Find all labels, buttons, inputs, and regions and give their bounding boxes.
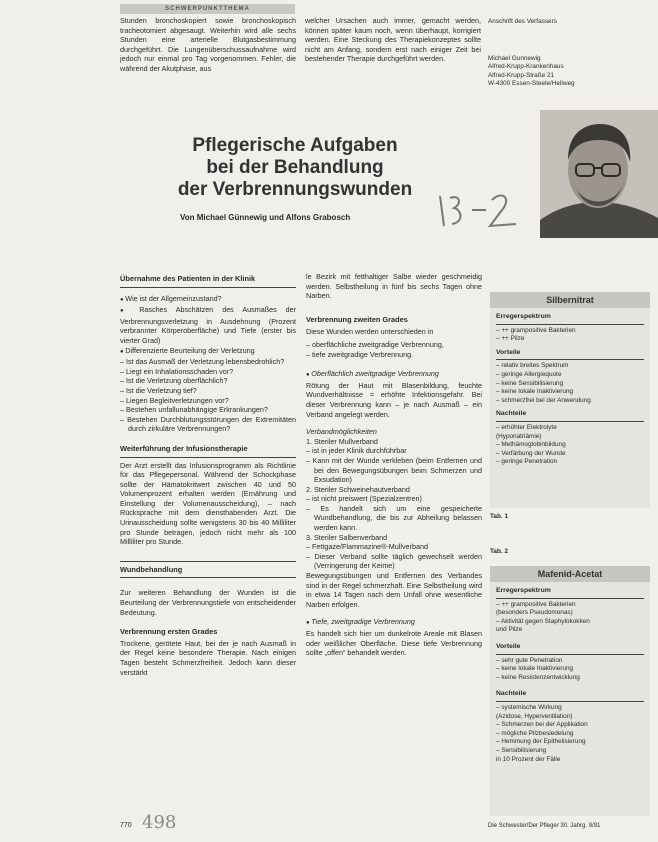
subsection-title: Oberflächlich zweitgradige Verbrennung [311, 369, 439, 379]
table-caption: Tab. 1 [490, 513, 508, 520]
journal-reference: Die Schwester/Der Pfleger 30. Jahrg. 9/91 [488, 823, 601, 829]
table-line: – keine lokale Inaktivierung [496, 665, 574, 673]
section-heading: Übernahme des Patienten in der Klinik [120, 274, 256, 283]
heading-rule [120, 457, 296, 458]
table-line: – keine Resistenzentwicklung [496, 673, 580, 681]
title-line: der Verbrennungswunden [177, 179, 413, 200]
table-section-heading: Vorteile [496, 348, 521, 356]
list-item: – oberflächliche zweitgradige Verbrennung, [306, 339, 444, 349]
table-rule [496, 654, 644, 655]
table-line: – Sensibilisierung [496, 746, 547, 754]
list-item: 2. Steriler Schweinehautverband [306, 484, 410, 494]
table-section-heading: Erregerspektrum [496, 587, 551, 594]
checklist-item: ● Differenzierte Beurteilung der Verletzung [120, 346, 296, 358]
table-section-heading: Nachteile [496, 690, 527, 698]
table-line: – erhöhter Elektrolyte [496, 423, 557, 431]
list-item: – Kann mit der Wunde verkleben (beim Entfernen und bei den Bewegungsübungen beim Schmerzen und Exsudation) [306, 455, 482, 485]
checklist-subitem: – Liegt ein Inhalationsschaden vor? [120, 366, 234, 376]
table-line: – geringe Penetration [496, 458, 558, 466]
table-line: und Pilze [496, 626, 523, 634]
table-caption: Tab. 2 [490, 548, 508, 555]
section-heading: Verbrennung ersten Grades [120, 627, 218, 637]
article-title [150, 135, 440, 201]
address-line: Michael Gunnewig [488, 54, 541, 62]
table-rule [496, 324, 644, 325]
checklist-subitem: – Bestehen unfallunabhängige Erkrankungen? [120, 405, 268, 415]
table-line: – mögliche Pilzbesiedelung [496, 729, 574, 737]
table-section-heading: Nachteile [496, 410, 527, 418]
handwritten-annotation [432, 188, 532, 232]
checklist-subitem: – Ist die Verletzung tief? [120, 385, 197, 395]
top-column-middle: welcher Ursachen auch immer, gemacht werden, können später kaum noch, wenn überhaupt, korrigiert werden. Eine Steckung des Therapiekonzeptes sollte nicht am Anfang, sondern erst nach einiger Zeit bei bestehender Therapie durchgeführt werden. [305, 16, 481, 64]
portrait-image [540, 110, 658, 238]
address-line: W-4300 Essen-Steele/Hellweg [488, 80, 575, 88]
table-line: – relativ breites Spektrum [496, 362, 569, 370]
handwritten-page-stamp: 498 [142, 812, 177, 833]
table-line: in 10 Prozent der Fälle [496, 755, 561, 763]
list-item: – ist nicht preiswert (Spezialzentren) [306, 494, 422, 504]
table-line: – systemische Wirkung [496, 703, 562, 711]
title-line: bei der Behandlung [206, 157, 384, 178]
table-line: – ++ grampositive Bakterien [496, 326, 576, 334]
article-column-middle [306, 272, 482, 658]
checklist-subitem: – Liegen Begleitverletzungen vor? [120, 395, 229, 405]
table-line: (Azidose, Hyperventilation) [496, 712, 573, 720]
table-line: – Schmerzen bei der Applikation [496, 721, 588, 729]
title-line: Pflegerische Aufgaben [192, 135, 398, 156]
table-line: – schmerzfrei bei der Anwendung [496, 396, 591, 404]
paragraph: Es handelt sich hier um dunkelrote Areale mit Blasen oder weißlicher Oberfläche. Diese tiefe Verbrennung sollte „offen“ behandelt werden. [306, 629, 482, 658]
table-line: – ++ Pilze [496, 335, 525, 343]
subsection-heading [306, 617, 482, 629]
handwriting-text: 15-2 [432, 188, 435, 189]
list-item: – Fettgaze/Flammazine®-Mullverband [306, 542, 428, 552]
table-line: – sehr gute Penetration [496, 656, 563, 664]
table-rule [496, 701, 644, 702]
checklist-item: ● Wie ist der Allgemeinzustand? [120, 294, 296, 306]
section-header-bar: SCHWERPUNKTTHEMA [120, 4, 295, 14]
checklist-subitem: – Bestehen Durchblutungsstörungen der Extremitäten durch zirkuläre Verbrennungen? [120, 414, 296, 434]
paragraph: Diese Wunden werden unterschieden in [306, 327, 434, 337]
list-item: 1. Steriler Mullverband [306, 436, 378, 446]
paragraph: Der Arzt erstellt das Infusionsprogramm als Richtlinie für das Pflegepersonal. Während der Schockphase sollte der Hämatokritwert zwischen 40 und 50 Volumenprozent erhalten werden (Ernährung und Einstellung der Volumenausscheidung), – nach Rücksprache mit dem diensthabenden Arzt. Die Urinausscheidung sollte wenigstens 30 bis 40 Milliliter pro Stunde betragen, jedoch nicht mehr als 100 Milliliter pro Stunde. [120, 460, 296, 547]
table-rule [496, 421, 644, 422]
table-body [490, 308, 650, 470]
table-line: (Hyponatriämie) [496, 432, 542, 440]
table-line: – Verfärbung der Wunde [496, 449, 566, 457]
paragraph: Zur weiteren Behandlung der Wunden ist die Beurteilung der Verbrennungstiefe von entscheidender Bedeutung. [120, 588, 296, 617]
table-silbernitrat [490, 292, 650, 508]
address-line: Alfred-Krupp-Krankenhaus [488, 63, 564, 71]
subsection-title: Tiefe, zweitgradige Verbrennung [311, 617, 415, 627]
table-mafenid-acetat [490, 566, 650, 816]
paragraph: le Bezirk mit fetthaltiger Salbe wieder geschmeidig werden. Selbstheilung in fünf bis sechs Tagen ohne Narben. [306, 272, 482, 301]
page-number: 770 [120, 822, 132, 829]
table-title: Silbernitrat [490, 292, 650, 308]
heading-rule [120, 287, 296, 288]
address-heading: Anschrift des Verfassers [488, 18, 557, 25]
section-heading: Weiterführung der Infusionstherapie [120, 443, 248, 453]
table-line: – Hemmung der Epithelisierung [496, 738, 586, 746]
article-column-left [120, 272, 296, 677]
table-line: – Methämoglobinbildung [496, 441, 566, 449]
subsection-heading [306, 369, 482, 381]
table-line: – Aktivität gegen Staphylokokken [496, 617, 590, 625]
section-heading: Verbrennung zweiten Grades [306, 314, 408, 324]
list-item: – Dieser Verband sollte täglich gewechselt werden (Verringerung der Keime) [306, 551, 482, 571]
top-column-left: Stunden bronchoskopiert sowie bronchoskopisch tracheotomiert abgesaugt. Weiterhin wird alle sechs Stunden eine arterielle Blutgasbestimmung durchgeführt. Die Lungenüberschussaufnahme wird jedoch nur einmal pro Tag vorgenommen. Fehler, die während der Akutphase, aus [120, 16, 296, 73]
table-line: – keine lokale Inaktivierung [496, 388, 574, 396]
table-title: Mafenid-Acetat [490, 566, 650, 582]
list-item: – Es handelt sich um eine gespeicherte Wundbehandlung, die bis zur Abheilung belassen werden kann. [306, 503, 482, 533]
checklist-item: ● Rasches Abschätzen des Ausmaßes der Verbrennungsverletzung in Ausdehnung (Prozent verbrannter Körperoberfläche) und Tiefe (erster bis vierter Grad) [120, 305, 296, 345]
list-item: – tiefe zweitgradige Verbrennung. [306, 349, 414, 359]
list-heading: Verbandmöglichkeiten [306, 427, 377, 437]
table-section-heading: Vorteile [496, 642, 521, 650]
author-address [488, 18, 628, 89]
list-item: – ist in jeder Klinik durchführbar [306, 446, 407, 456]
section-heading: Wundbehandlung [120, 564, 183, 574]
table-line: – ++ grampositive Bakterien [496, 600, 576, 608]
table-line: – geringe Allergiequote [496, 370, 562, 378]
author-photo [540, 110, 658, 238]
table-rule [496, 359, 644, 360]
paragraph: Bewegungsübungen und Entfernen des Verbandes sind in der Regel schmerzhaft. Eine Selbstheilung wird in etwa 14 Tagen nach dem Unfall ohne wesentliche Narben erfolgen. [306, 571, 482, 609]
table-section-heading: Erregerspektrum [496, 313, 551, 320]
table-rule [496, 598, 644, 599]
table-line: – keine Sensibilisierung [496, 379, 564, 387]
paragraph: Trockene, gerötete Haut, bei der je nach Ausmaß in der Regel keine besondere Therapie. Nach einigen Tagen besteht Schmerzfreiheit. Jedoch kann dieser verstärkt [120, 638, 296, 677]
address-line: Alfred-Krupp-Straße 21 [488, 71, 555, 79]
heading-rule [120, 577, 296, 578]
checklist-subitem: – Ist das Ausmaß der Verletzung lebensbedrohlich? [120, 357, 285, 367]
byline: Von Michael Günnewig und Alfons Grabosch [180, 213, 351, 222]
checklist-subitem: – Ist die Verletzung oberflächlich? [120, 376, 228, 386]
list-item: 3. Steriler Salbenverband [306, 532, 388, 542]
paragraph: Rötung der Haut mit Blasenbildung, feuchte Wundverhältnisse = erhöhte Infektionsgefahr. Bei dieser Verbrennung kann – je nach Ausmaß – ein Verband angelegt werden. [306, 380, 482, 419]
table-line: (besonders Pseudomonas) [496, 609, 573, 617]
table-body [490, 582, 650, 767]
heading-rule [120, 561, 296, 562]
